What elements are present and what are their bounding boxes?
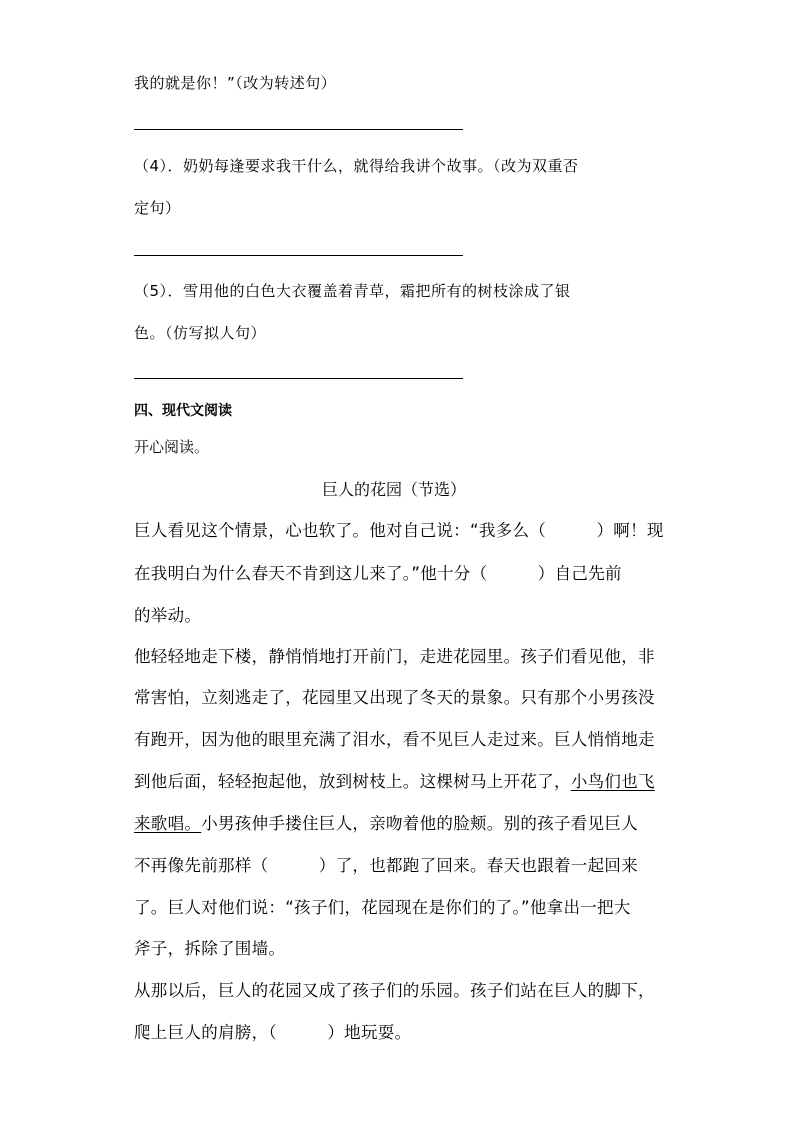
underlined-sentence: 小鸟们也飞 xyxy=(570,772,655,791)
passage-line: 斧子，拆除了围墙。 xyxy=(134,939,286,958)
passage-line: 在我明白为什么春天不肯到这儿来了。”他十分（ ）自己先前 xyxy=(134,564,622,583)
passage-line: 了。巨人对他们说：“孩子们，花园现在是你们的了。”他拿出一把大 xyxy=(134,898,631,917)
passage-title: 巨人的花园（节选） xyxy=(322,480,467,499)
passage-line: 爬上巨人的肩膀，（ ）地玩耍。 xyxy=(134,1023,412,1042)
passage-line: 从那以后，巨人的花园又成了孩子们的乐园。孩子们站在巨人的脚下， xyxy=(134,981,655,1000)
passage-line: 的举动。 xyxy=(134,606,202,625)
q3-tail-text: 我的就是你！”（改为转述句） xyxy=(134,74,337,92)
passage-line xyxy=(134,768,655,792)
q5-text-line1: （5）．雪用他的白色大衣覆盖着青草，霜把所有的树枝涂成了银 xyxy=(134,282,571,300)
q4-text-line2: 定句） xyxy=(134,199,181,217)
section-instruction: 开心阅读。 xyxy=(134,438,210,456)
answer-line-q5[interactable] xyxy=(134,378,463,379)
passage-plain-text: 小男孩伸手搂住巨人，亲吻着他的脸颊。别的孩子看见巨人 xyxy=(201,814,639,833)
q5-text-line2: 色。（仿写拟人句） xyxy=(134,324,267,342)
passage-line: 他轻轻地走下楼，静悄悄地打开前门，走进花园里。孩子们看见他，非 xyxy=(134,647,655,666)
passage-line xyxy=(134,810,638,834)
q4-text-line1: （4）．奶奶每逢要求我干什么，就得给我讲个故事。（改为双重否 xyxy=(134,157,579,175)
underlined-sentence: 来歌唱。 xyxy=(134,814,202,833)
passage-plain-text: 到他后面，轻轻抱起他，放到树枝上。这棵树马上开花了， xyxy=(134,772,571,791)
passage-line: 有跑开，因为他的眼里充满了泪水，看不见巨人走过来。巨人悄悄地走 xyxy=(134,730,655,749)
passage-line: 巨人看见这个情景，心也软了。他对自己说：“我多么（ ）啊！现 xyxy=(134,521,664,540)
passage-line: 常害怕，立刻逃走了，花园里又出现了冬天的景象。只有那个小男孩没 xyxy=(134,688,655,707)
section-heading: 四、现代文阅读 xyxy=(134,403,232,419)
answer-line-q4[interactable] xyxy=(134,255,463,256)
passage-line: 不再像先前那样（ ）了，也都跑了回来。春天也跟着一起回来 xyxy=(134,856,638,875)
answer-line-q3[interactable] xyxy=(134,129,463,130)
